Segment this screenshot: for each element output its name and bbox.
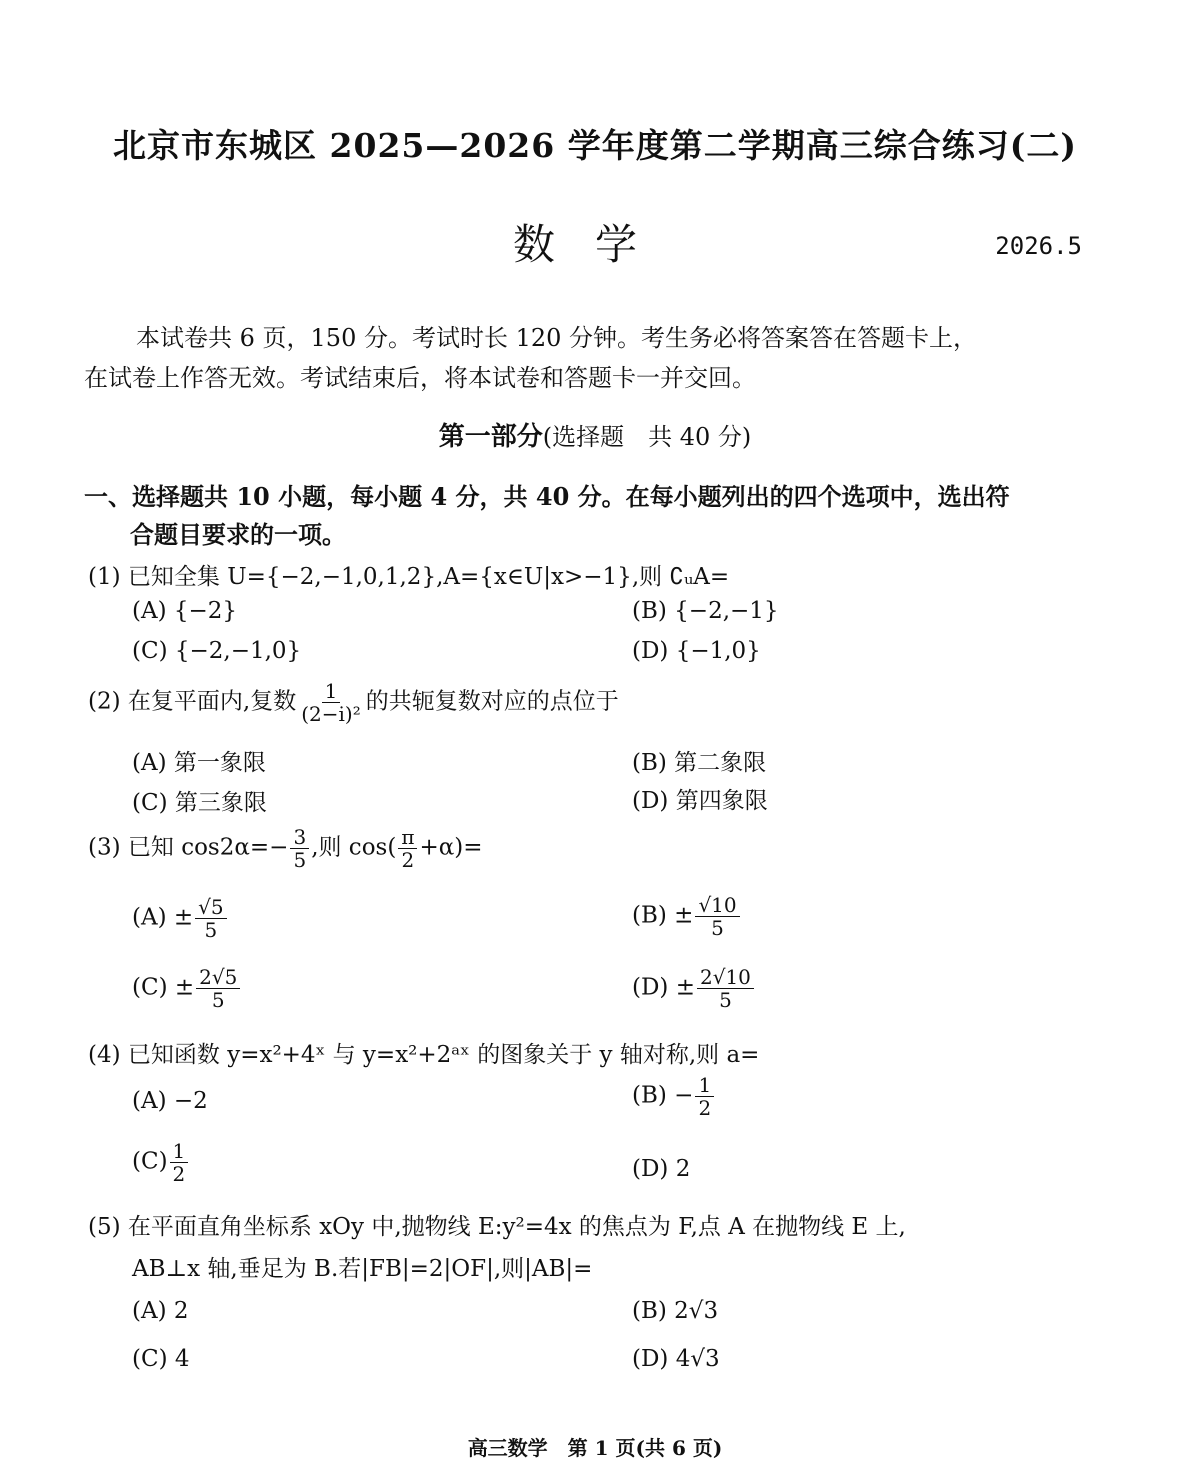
q3-option-a xyxy=(132,896,229,941)
q2-option-d: (D) 第四象限 xyxy=(632,788,768,814)
q4-option-d: (D) 2 xyxy=(632,1156,691,1182)
q3-option-c xyxy=(132,966,242,1011)
q3-d-fraction xyxy=(697,966,754,1011)
section-instructions xyxy=(84,478,1094,554)
q3-f1-num: 3 xyxy=(290,826,309,849)
exam-instructions xyxy=(84,318,1090,398)
question-5-line-2: AB⊥x 轴,垂足为 B.若|FB|=2|OF|,则|AB|= xyxy=(132,1256,593,1282)
exam-date: 2026.5 xyxy=(995,232,1082,260)
exam-title: 北京市东城区 2025—2026 学年度第二学期高三综合练习(二) xyxy=(113,126,1077,165)
q4-b-label: (B) − xyxy=(632,1082,694,1109)
q2-option-a: (A) 第一象限 xyxy=(132,750,266,776)
q4-c-fraction xyxy=(170,1140,189,1185)
q3-c-num: 2√5 xyxy=(196,966,240,989)
q3-mid: ,则 cos( xyxy=(311,834,397,861)
instructions-line-2: 在试卷上作答无效。考试结束后，将本试卷和答题卡一并交回。 xyxy=(84,364,756,392)
q3-f1-den: 5 xyxy=(293,848,307,872)
q3-option-b xyxy=(632,894,742,939)
q3-b-den: 5 xyxy=(711,916,724,940)
subject-title: 数学 xyxy=(512,220,677,269)
q3-fraction-1 xyxy=(290,826,309,871)
q3-c-label: (C) ± xyxy=(132,974,195,1001)
q3-a-label: (A) ± xyxy=(132,904,194,931)
q3-b-fraction xyxy=(695,894,739,939)
q2-option-c: (C) 第三象限 xyxy=(132,790,267,816)
q1-option-b: (B) {−2,−1} xyxy=(632,598,779,624)
q5-option-b: (B) 2√3 xyxy=(632,1298,719,1324)
q3-f2-num: π xyxy=(398,826,417,849)
q1-option-c: (C) {−2,−1,0} xyxy=(132,638,302,664)
q4-option-a: (A) −2 xyxy=(132,1088,208,1114)
part-heading xyxy=(0,416,1190,453)
part-note: (选择题 共 40 分) xyxy=(542,423,752,451)
q5-option-a: (A) 2 xyxy=(132,1298,189,1324)
q3-d-label: (D) ± xyxy=(632,974,695,1001)
q2-fraction xyxy=(298,680,364,725)
q2-stem-pre: (2) 在复平面内,复数 xyxy=(88,688,297,715)
q3-a-fraction xyxy=(195,896,226,941)
q4-c-label: (C) xyxy=(132,1148,168,1175)
q2-frac-num: 1 xyxy=(322,680,341,703)
page-footer: 高三数学 第 1 页(共 6 页) xyxy=(467,1436,723,1460)
q3-b-label: (B) ± xyxy=(632,902,694,929)
q3-c-fraction xyxy=(196,966,240,1011)
question-2-stem xyxy=(88,680,619,725)
question-5-line-1: (5) 在平面直角坐标系 xOy 中,抛物线 E:y²=4x 的焦点为 F,点 A 在抛物线 E 上, xyxy=(88,1214,906,1240)
question-3-stem xyxy=(88,826,483,871)
q3-d-num: 2√10 xyxy=(697,966,754,989)
q5-option-c: (C) 4 xyxy=(132,1346,190,1372)
q3-b-num: √10 xyxy=(695,894,739,917)
q4-option-b xyxy=(632,1074,716,1119)
q3-a-num: √5 xyxy=(195,896,226,919)
q2-stem-post: 的共轭复数对应的点位于 xyxy=(365,688,619,715)
q3-d-den: 5 xyxy=(719,988,732,1012)
section-line-2: 合题目要求的一项。 xyxy=(130,520,346,549)
q3-f2-den: 2 xyxy=(401,848,415,872)
q1-option-d: (D) {−1,0} xyxy=(632,638,761,664)
section-line-1: 一、选择题共 10 小题，每小题 4 分，共 40 分。在每小题列出的四个选项中，选出符 xyxy=(84,482,1010,511)
q3-c-den: 5 xyxy=(211,988,225,1012)
q1-option-a: (A) {−2} xyxy=(132,598,238,624)
q4-c-num: 1 xyxy=(170,1140,189,1163)
q4-option-c xyxy=(132,1140,190,1185)
q5-option-d: (D) 4√3 xyxy=(632,1346,720,1372)
q3-label: (3) 已知 xyxy=(88,834,174,861)
q4-b-den: 2 xyxy=(698,1096,712,1120)
question-4-stem: (4) 已知函数 y=x²+4ˣ 与 y=x²+2ᵃˣ 的图象关于 y 轴对称,则 a= xyxy=(88,1042,760,1068)
q4-b-num: 1 xyxy=(695,1074,714,1097)
q2-option-b: (B) 第二象限 xyxy=(632,750,767,776)
q3-a-den: 5 xyxy=(204,918,218,942)
question-1-stem: (1) 已知全集 U={−2,−1,0,1,2},A={x∈U|x>−1},则 ∁ᵤA= xyxy=(88,564,730,590)
part-title: 第一部分 xyxy=(438,422,543,452)
q3-cos2a: cos2α=− xyxy=(181,834,289,861)
q3-tail: +α)= xyxy=(419,834,483,861)
instructions-line-1: 本试卷共 6 页，150 分。考试时长 120 分钟。考生务必将答案答在答题卡上， xyxy=(136,324,978,352)
q4-b-fraction xyxy=(695,1074,714,1119)
q3-option-d xyxy=(632,966,756,1011)
q2-frac-den: (2−i)² xyxy=(301,702,361,726)
q3-fraction-2 xyxy=(398,826,417,871)
q4-c-den: 2 xyxy=(172,1162,186,1186)
